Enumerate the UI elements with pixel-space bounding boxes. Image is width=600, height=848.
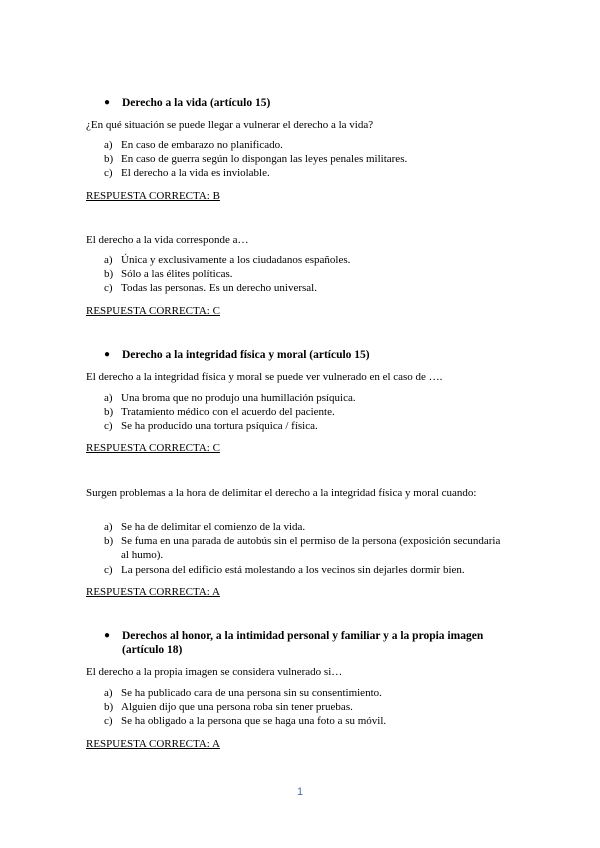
option-letter: c)	[104, 167, 113, 180]
question-text: ¿En qué situación se puede llegar a vulnerar el derecho a la vida?	[86, 119, 374, 131]
option-text: Se ha producido una tortura psíquica / física.	[121, 420, 318, 433]
option-letter: c)	[104, 420, 113, 433]
option-text: Sólo a las élites políticas.	[121, 268, 233, 281]
option-list	[104, 686, 504, 729]
option-letter: b)	[104, 153, 114, 166]
option-list	[104, 138, 504, 181]
option-text: Se ha obligado a la persona que se haga una foto a su móvil.	[121, 715, 387, 728]
option-item	[104, 714, 504, 728]
section-heading-text: Derecho a la vida (artículo 15)	[122, 97, 271, 109]
option-text: La persona del edificio está molestando a los vecinos sin dejarles dormir bien.	[121, 563, 465, 576]
option-letter: a)	[104, 139, 113, 151]
option-letter: c)	[104, 715, 113, 728]
question-text: El derecho a la propia imagen se considera vulnerado si…	[86, 666, 343, 678]
option-text: Todas las personas. Es un derecho universal.	[121, 282, 317, 295]
option-letter: a)	[104, 687, 113, 699]
option-item	[104, 520, 504, 534]
option-text: Se ha de delimitar el comienzo de la vida.	[121, 521, 306, 533]
correct-answer: RESPUESTA CORRECTA: A	[86, 586, 220, 598]
option-text: El derecho a la vida es inviolable.	[121, 167, 270, 180]
bullet-icon: ●	[104, 97, 111, 108]
option-text: Alguien dijo que una persona roba sin tener pruebas.	[121, 701, 353, 714]
option-list	[104, 253, 504, 296]
option-text: Una broma que no produjo una humillación psíquica.	[121, 392, 356, 404]
option-letter: b)	[104, 268, 114, 281]
option-text: Única y exclusivamente a los ciudadanos españoles.	[121, 254, 351, 266]
option-item	[104, 152, 504, 166]
correct-answer: RESPUESTA CORRECTA: B	[86, 190, 220, 202]
option-text: Tratamiento médico con el acuerdo del paciente.	[121, 406, 335, 419]
section-heading-text: Derecho a la integridad física y moral (artículo 15)	[122, 349, 370, 361]
option-text: En caso de guerra según lo dispongan las leyes penales militares.	[121, 153, 408, 166]
question-text: El derecho a la integridad física y moral se puede ver vulnerado en el caso de ….	[86, 371, 443, 383]
option-item	[104, 391, 504, 405]
option-list	[104, 520, 504, 577]
correct-answer: RESPUESTA CORRECTA: C	[86, 305, 220, 317]
bullet-icon: ●	[104, 630, 111, 641]
option-letter: b)	[104, 701, 114, 714]
option-letter: c)	[104, 282, 113, 295]
correct-answer: RESPUESTA CORRECTA: A	[86, 738, 220, 750]
option-letter: b)	[104, 535, 114, 548]
option-list	[104, 391, 504, 434]
option-text: En caso de embarazo no planificado.	[121, 139, 283, 151]
option-letter: b)	[104, 406, 114, 419]
option-item	[104, 686, 504, 700]
option-text: Se ha publicado cara de una persona sin su consentimiento.	[121, 687, 382, 699]
section-heading	[104, 96, 524, 110]
option-item	[104, 534, 506, 562]
option-item	[104, 405, 504, 419]
option-item	[104, 419, 504, 433]
option-letter: c)	[104, 563, 113, 576]
option-item	[104, 700, 504, 714]
option-item	[104, 563, 504, 577]
question-text: El derecho a la vida corresponde a…	[86, 234, 249, 246]
question-text: Surgen problemas a la hora de delimitar el derecho a la integridad física y moral cuando:	[86, 487, 477, 499]
option-item	[104, 138, 504, 152]
option-item	[104, 281, 504, 295]
page-number: 1	[296, 786, 304, 798]
option-text: Se fuma en una parada de autobús sin el permiso de la persona (exposición secundaria al humo).	[121, 535, 501, 562]
section-heading	[104, 629, 524, 657]
option-item	[104, 166, 504, 180]
option-letter: a)	[104, 521, 113, 533]
option-item	[104, 267, 504, 281]
option-letter: a)	[104, 392, 113, 404]
section-heading-text: Derechos al honor, a la intimidad personal y familiar y a la propia imagen (artículo 18)	[122, 630, 484, 656]
option-item	[104, 253, 504, 267]
bullet-icon: ●	[104, 349, 111, 360]
option-letter: a)	[104, 254, 113, 266]
correct-answer: RESPUESTA CORRECTA: C	[86, 442, 220, 454]
section-heading	[104, 348, 524, 362]
